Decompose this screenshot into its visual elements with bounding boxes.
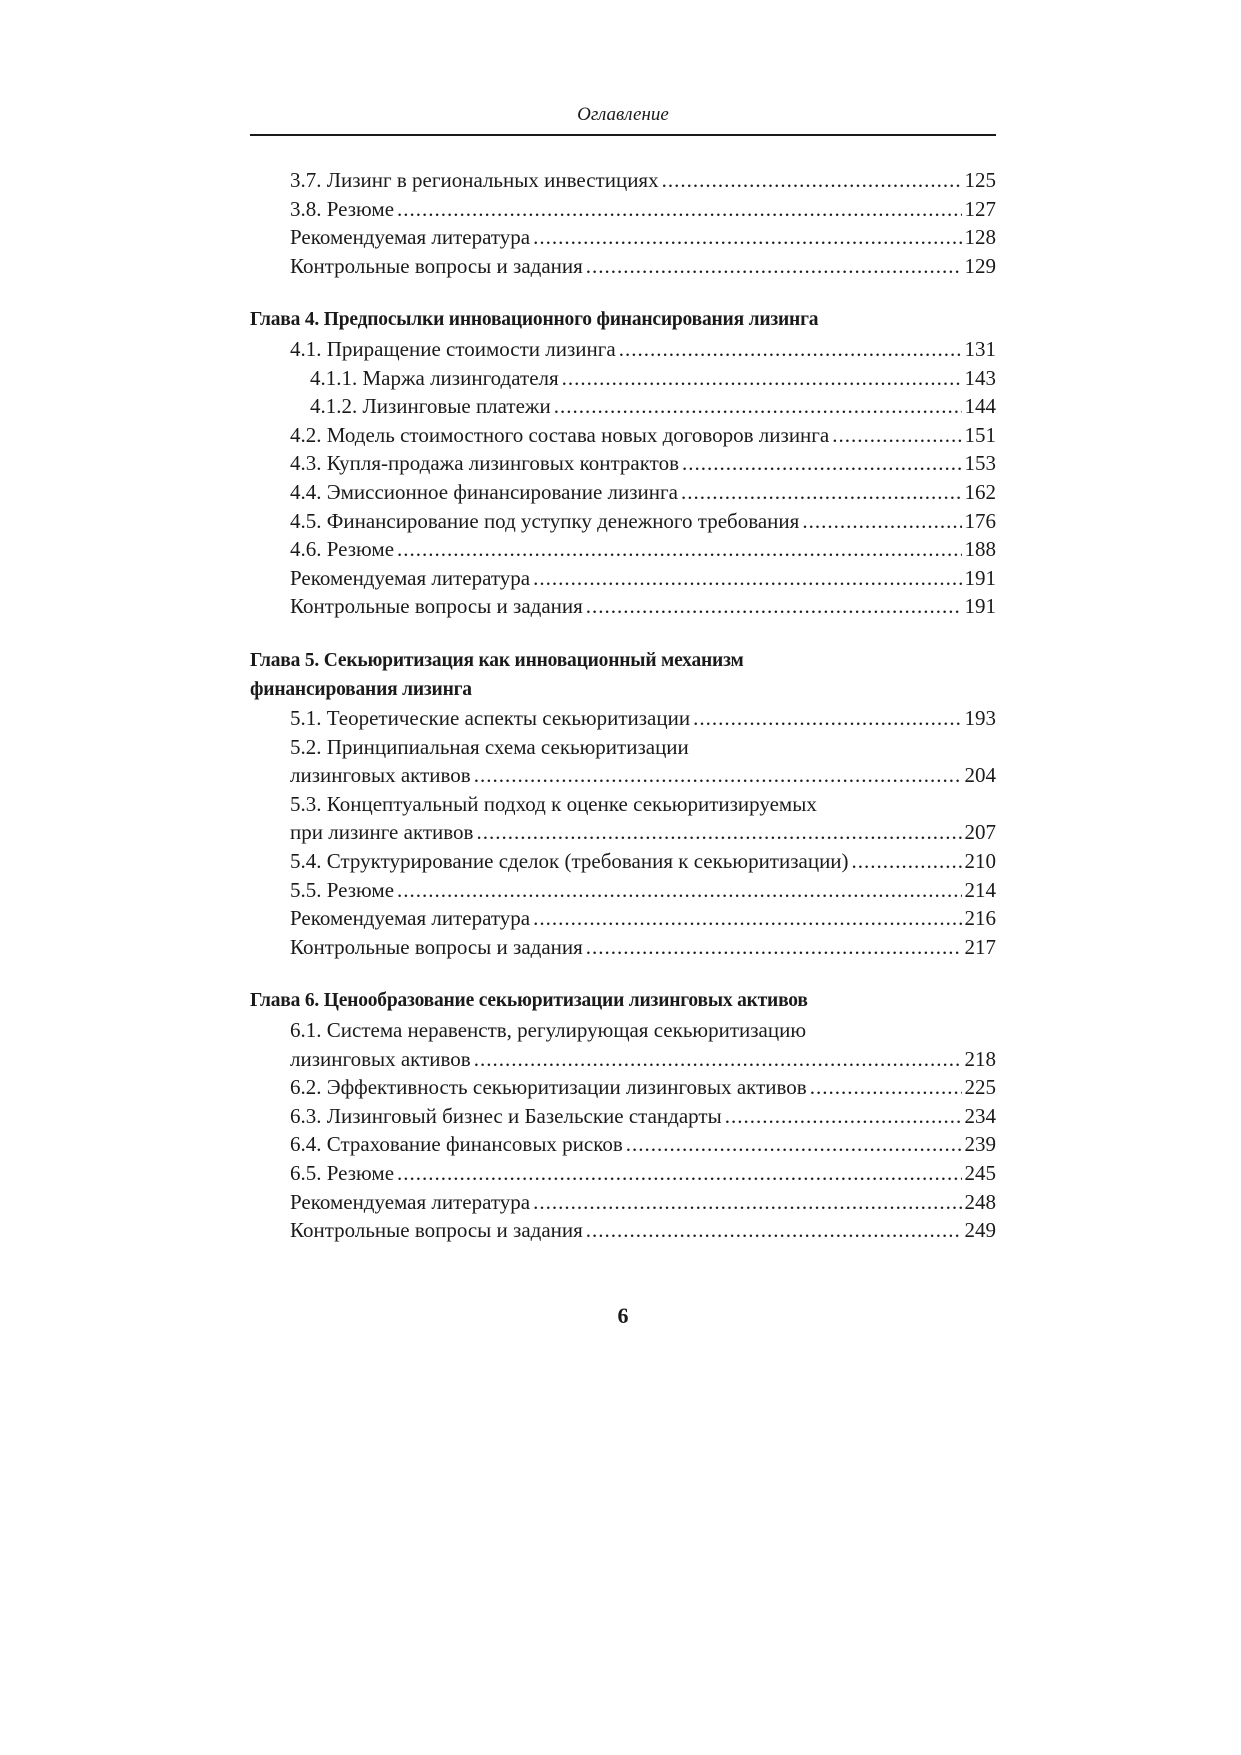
toc-entry-title: 6.2. Эффективность секьюритизации лизинговых активов	[290, 1075, 807, 1100]
toc-entry-title: Рекомендуемая литература	[290, 225, 531, 250]
toc-entry-title: 6.4. Страхование финансовых рисков	[290, 1132, 623, 1157]
toc-entry-page: 239	[964, 1132, 996, 1157]
toc-entry[interactable]	[250, 335, 996, 364]
toc-entry-page: 191	[964, 565, 996, 590]
toc-entry-page: 129	[964, 253, 996, 278]
toc-entry[interactable]	[250, 592, 996, 621]
toc-entry-title: Контрольные вопросы и задания	[290, 1218, 583, 1243]
leader-dots	[533, 564, 961, 593]
toc-entry[interactable]	[250, 1188, 996, 1217]
toc-entry-title: при лизинге активов	[290, 820, 474, 845]
toc-entry-title-line1[interactable]: 5.2. Принципиальная схема секьюритизации	[290, 734, 689, 759]
leader-dots	[474, 761, 962, 790]
toc-entry-page: 204	[964, 763, 996, 788]
toc-entry[interactable]	[250, 1102, 996, 1131]
leader-dots	[725, 1102, 962, 1131]
chapter-heading-continuation[interactable]: финансирования лизинга	[250, 678, 472, 700]
leader-dots	[397, 876, 961, 905]
toc-entry-page: 191	[964, 594, 996, 619]
toc-entry[interactable]	[250, 535, 996, 564]
chapter-heading[interactable]: Глава 4. Предпосылки инновационного финансирования лизинга	[250, 309, 819, 331]
toc-entry-page: 153	[964, 451, 996, 476]
toc-entry-title: 4.4. Эмиссионное финансирование лизинга	[290, 479, 678, 504]
toc-entry-title-line1[interactable]: 6.1. Система неравенств, регулирующая секьюритизацию	[290, 1018, 807, 1043]
leader-dots	[802, 507, 961, 536]
leader-dots	[533, 1188, 961, 1217]
running-head: Оглавление	[577, 104, 669, 125]
toc-entry-page: 127	[964, 196, 996, 221]
toc-entry-page: 162	[964, 479, 996, 504]
leader-dots	[832, 421, 961, 450]
toc-entry-page: 144	[964, 394, 996, 419]
leader-dots	[397, 535, 961, 564]
leader-dots	[586, 1216, 962, 1245]
leader-dots	[586, 592, 962, 621]
toc-entry-page: 210	[964, 849, 996, 874]
toc-entry-title: 4.1.2. Лизинговые платежи	[310, 394, 551, 419]
toc-entry-page: 218	[964, 1046, 996, 1071]
toc-entry-page: 131	[964, 336, 996, 361]
toc-entry-title: лизинговых активов	[290, 763, 471, 788]
leader-dots	[562, 364, 962, 393]
toc-entry-title-line1[interactable]: 5.3. Концептуальный подход к оценке секьюритизируемых	[290, 791, 817, 816]
leader-dots	[397, 195, 961, 224]
toc-entry-page: 125	[964, 168, 996, 192]
toc-entry[interactable]	[250, 252, 996, 281]
toc-entry[interactable]	[250, 223, 996, 252]
leader-dots	[586, 933, 962, 962]
section-gap	[250, 280, 996, 306]
toc-entry[interactable]	[250, 876, 996, 905]
toc-entry-title: 4.3. Купля-продажа лизинговых контрактов	[290, 451, 679, 476]
toc-entry-title: лизинговых активов	[290, 1046, 471, 1071]
leader-dots	[533, 904, 961, 933]
toc-entry-title: 4.5. Финансирование под уступку денежного требования	[290, 508, 800, 533]
toc-entry[interactable]	[250, 1130, 996, 1159]
leader-dots	[682, 449, 962, 478]
toc-entry-page: 188	[964, 537, 996, 562]
toc-entry[interactable]	[250, 564, 996, 593]
toc-entry[interactable]	[250, 818, 996, 847]
leader-dots	[586, 252, 962, 281]
chapter-heading[interactable]: Глава 5. Секьюритизация как инновационный механизм	[250, 649, 744, 671]
toc-entry-page: 143	[964, 365, 996, 390]
section-gap	[250, 961, 996, 987]
toc-entry-page: 245	[964, 1161, 996, 1185]
toc-entry-title: Контрольные вопросы и задания	[290, 253, 583, 278]
toc-entry[interactable]	[250, 904, 996, 933]
toc-entry-title: 5.4. Структурирование сделок (требования к секьюритизации)	[290, 849, 849, 874]
toc-entry[interactable]	[250, 449, 996, 478]
toc-entry[interactable]	[250, 166, 996, 195]
toc-entry-title: 6.5. Резюме	[290, 1161, 395, 1185]
toc-entry-title: Контрольные вопросы и задания	[290, 594, 583, 619]
leader-dots	[626, 1130, 962, 1159]
toc-subentry[interactable]	[250, 392, 996, 421]
toc-entry[interactable]	[250, 507, 996, 536]
toc-entry[interactable]	[250, 761, 996, 790]
toc-entry-page: 214	[964, 877, 996, 902]
toc-entry[interactable]	[250, 195, 996, 224]
leader-dots	[852, 847, 962, 876]
toc-entry-page: 225	[964, 1075, 996, 1100]
leader-dots	[810, 1073, 962, 1102]
toc-entry-title: Рекомендуемая литература	[290, 1189, 531, 1214]
chapter-heading[interactable]: Глава 6. Ценообразование секьюритизации лизинговых активов	[250, 990, 808, 1012]
toc-entry-page: 193	[964, 706, 996, 731]
leader-dots	[533, 223, 961, 252]
leader-dots	[693, 704, 961, 733]
leader-dots	[397, 1159, 961, 1188]
toc-subentry[interactable]	[250, 364, 996, 393]
toc-entry[interactable]	[250, 933, 996, 962]
header-rule	[250, 134, 996, 136]
leader-dots	[474, 1045, 962, 1074]
toc-entry-title: 4.2. Модель стоимостного состава новых договоров лизинга	[290, 422, 830, 447]
toc-entry-title: Рекомендуемая литература	[290, 906, 531, 931]
leader-dots	[662, 166, 962, 195]
toc-entry[interactable]	[250, 847, 996, 876]
toc-entry-page: 176	[964, 508, 996, 533]
toc-entry-title: 3.7. Лизинг в региональных инвестициях	[290, 168, 659, 192]
toc-entry-title: 6.3. Лизинговый бизнес и Базельские стандарты	[290, 1103, 722, 1128]
toc-entry-title: 4.1.1. Маржа лизингодателя	[310, 365, 559, 390]
toc-entry-title: Рекомендуемая литература	[290, 565, 531, 590]
section-gap	[250, 621, 996, 647]
toc-entry-page: 128	[964, 225, 996, 250]
toc-entry-page: 216	[964, 906, 996, 931]
page-number: 6	[617, 1303, 629, 1328]
toc-entry-page: 248	[964, 1189, 996, 1214]
table-of-contents	[250, 166, 996, 1245]
toc-entry-title: 5.1. Теоретические аспекты секьюритизации	[290, 706, 691, 731]
leader-dots	[619, 335, 962, 364]
toc-entry-title: 4.6. Резюме	[290, 537, 395, 562]
toc-entry-page: 249	[964, 1218, 996, 1243]
toc-entry[interactable]	[250, 478, 996, 507]
toc-entry-title: 4.1. Приращение стоимости лизинга	[290, 336, 616, 361]
toc-entry[interactable]	[250, 1045, 996, 1074]
toc-entry[interactable]	[250, 704, 996, 733]
toc-entry[interactable]	[250, 421, 996, 450]
toc-entry-title: 3.8. Резюме	[290, 196, 395, 221]
leader-dots	[681, 478, 962, 507]
toc-entry-page: 151	[964, 422, 996, 447]
toc-entry[interactable]	[250, 1216, 996, 1245]
toc-entry[interactable]	[250, 1073, 996, 1102]
leader-dots	[554, 392, 962, 421]
toc-entry-page: 234	[964, 1103, 996, 1128]
toc-entry-page: 217	[964, 934, 996, 959]
toc-entry[interactable]	[250, 1159, 996, 1188]
toc-entry-title: Контрольные вопросы и задания	[290, 934, 583, 959]
toc-entry-page: 207	[964, 820, 996, 845]
leader-dots	[476, 818, 961, 847]
toc-entry-title: 5.5. Резюме	[290, 877, 395, 902]
